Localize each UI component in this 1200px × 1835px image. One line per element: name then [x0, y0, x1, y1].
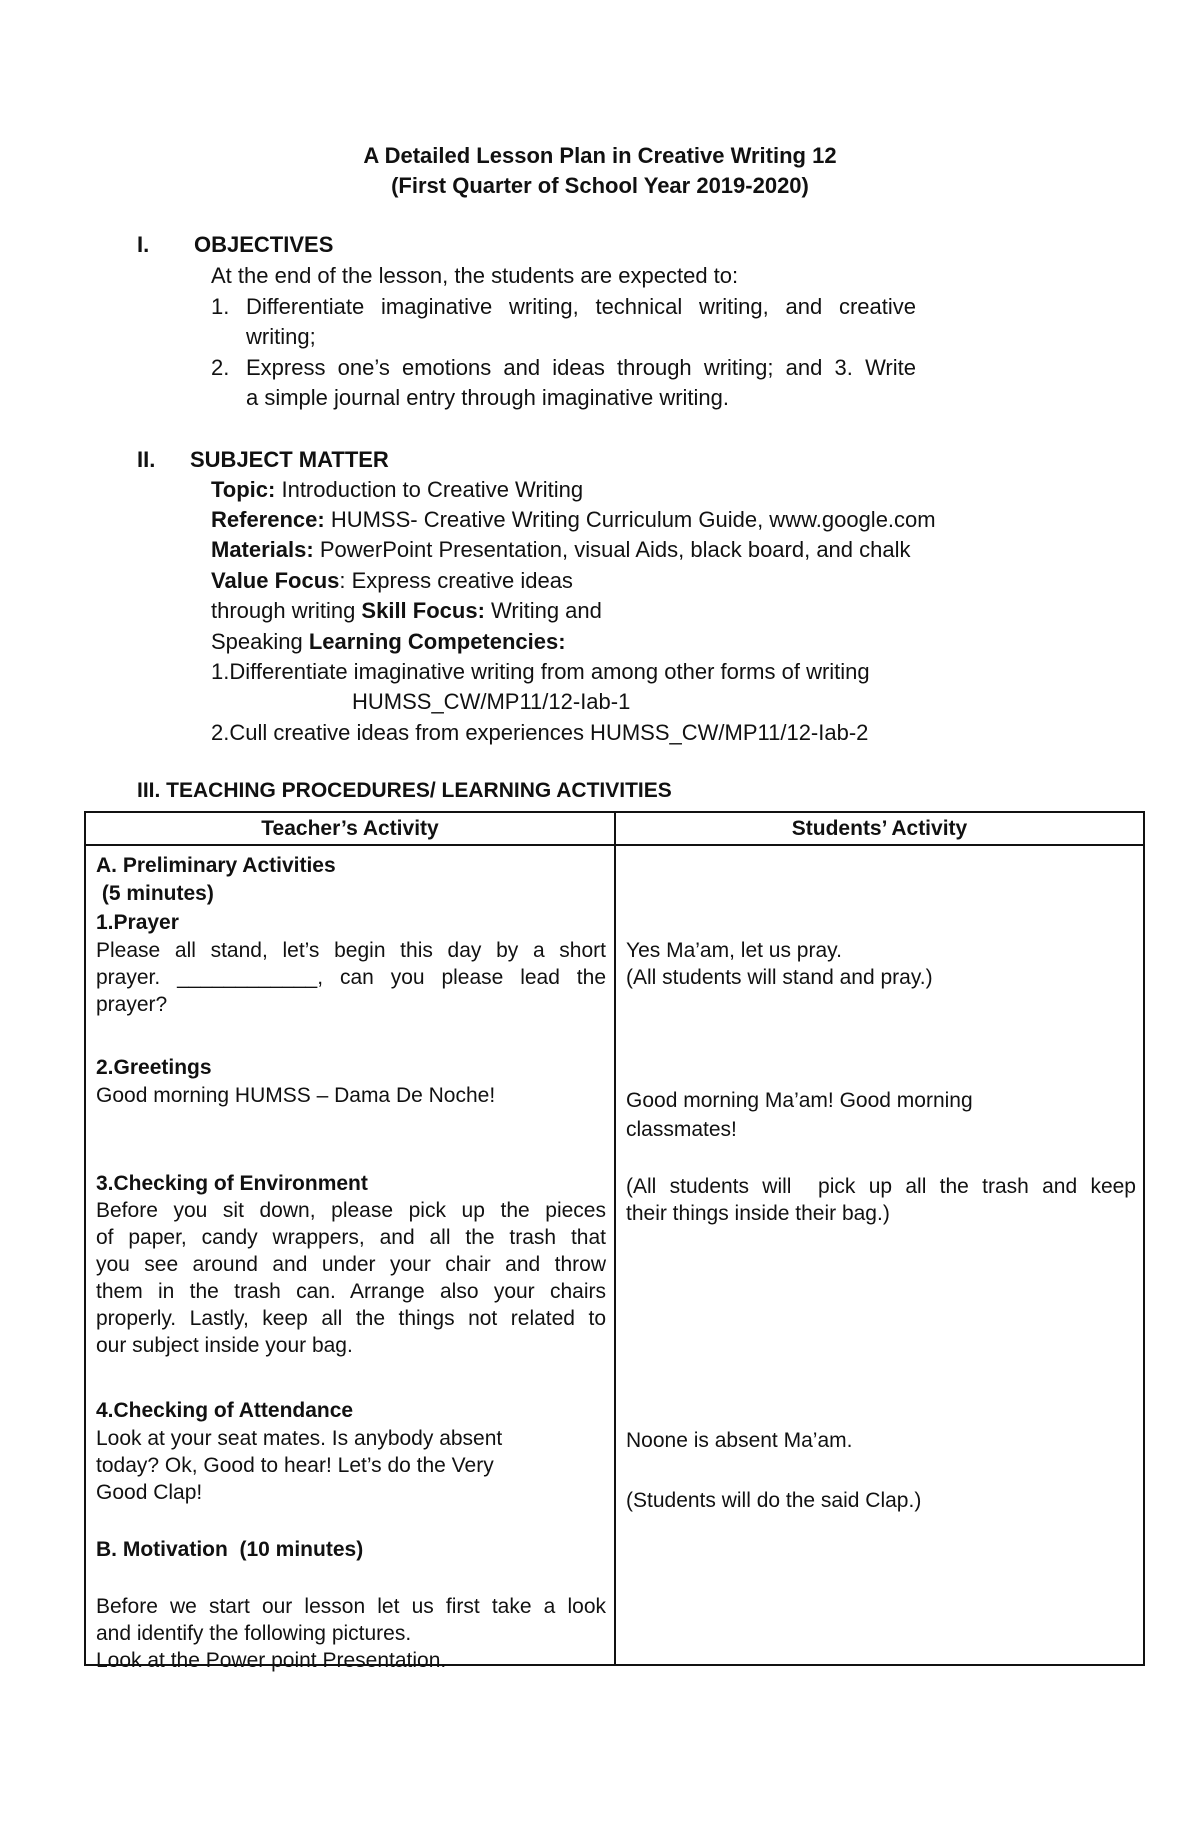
table-body-row — [85, 845, 1144, 1665]
objectives-intro: At the end of the lesson, the students are expected to: — [211, 263, 739, 288]
competency-2: 2.Cull creative ideas from experiences HUMSS_CW/MP11/12-Iab-2 — [211, 720, 869, 745]
students-greetings-2: classmates! — [626, 1118, 737, 1141]
students-prayer-2: (All students will stand and pray.) — [626, 966, 933, 989]
students-environment-1: (All students will pick up all the trash and keep — [626, 1175, 1136, 1198]
students-activity-header: Students’ Activity — [615, 812, 1144, 845]
prayer-text-3: prayer? — [96, 993, 168, 1016]
prayer-text-1: Please all stand, let’s begin this day by a short — [96, 939, 606, 962]
document-subtitle: (First Quarter of School Year 2019-2020) — [391, 173, 809, 198]
value-focus-label: Value Focus — [211, 568, 340, 593]
skill-focus-continued: Speaking — [211, 629, 309, 654]
competency-1-code: HUMSS_CW/MP11/12-Iab-1 — [352, 689, 631, 714]
students-attendance-2: (Students will do the said Clap.) — [626, 1489, 922, 1512]
document-title: A Detailed Lesson Plan in Creative Writing 12 — [363, 143, 837, 168]
greetings-text: Good morning HUMSS – Dama De Noche! — [96, 1084, 496, 1107]
reference-value: HUMSS- Creative Writing Curriculum Guide, www.google.com — [324, 507, 936, 532]
prayer-heading: 1.Prayer — [96, 911, 179, 934]
motivation-text-3: Look at the Power point Presentation. — [96, 1649, 447, 1672]
objectives-number: I. — [137, 232, 150, 257]
topic-value: Introduction to Creative Writing — [275, 477, 584, 502]
environment-text-1: Before you sit down, please pick up the pieces — [96, 1199, 606, 1222]
competencies-label: Learning Competencies: — [308, 629, 566, 654]
objective-2-line-2: a simple journal entry through imaginative writing. — [246, 385, 730, 410]
objectives-heading: OBJECTIVES — [194, 232, 334, 257]
subject-matter-heading: SUBJECT MATTER — [190, 447, 389, 472]
students-attendance-1: Noone is absent Ma’am. — [626, 1429, 853, 1452]
objective-1-number: 1. — [211, 294, 230, 319]
environment-text-3: you see around and under your chair and throw — [96, 1253, 606, 1276]
students-prayer-1: Yes Ma’am, let us pray. — [626, 939, 842, 962]
materials-value: PowerPoint Presentation, visual Aids, black board, and chalk — [313, 537, 911, 562]
attendance-heading: 4.Checking of Attendance — [96, 1399, 354, 1422]
preliminary-time: (5 minutes) — [96, 882, 214, 905]
competency-1: 1.Differentiate imaginative writing from among other forms of writing — [211, 659, 870, 684]
skill-focus-value: Writing and — [484, 598, 602, 623]
motivation-heading: B. Motivation (10 minutes) — [96, 1538, 364, 1561]
environment-text-4: them in the trash can. Arrange also your chairs — [96, 1280, 606, 1303]
materials-label: Materials: — [211, 537, 314, 562]
objective-2-line-1: Express one’s emotions and ideas through writing; and 3. Write — [246, 355, 916, 380]
students-greetings-1: Good morning Ma’am! Good morning — [626, 1089, 973, 1112]
environment-text-6: our subject inside your bag. — [96, 1334, 353, 1357]
topic-label: Topic: — [211, 477, 276, 502]
value-focus-continued: through writing — [211, 598, 362, 623]
subject-matter-number: II. — [137, 447, 156, 472]
prayer-text-2: prayer. ____________, can you please lead the — [96, 966, 606, 989]
procedures-heading: III. TEACHING PROCEDURES/ LEARNING ACTIVITIES — [137, 779, 672, 802]
students-environment-2: their things inside their bag.) — [626, 1202, 890, 1225]
environment-heading: 3.Checking of Environment — [96, 1172, 368, 1195]
objective-2-number: 2. — [211, 355, 230, 380]
reference-label: Reference: — [211, 507, 325, 532]
topic-line — [211, 477, 583, 503]
value-focus-value: : Express creative ideas — [339, 568, 573, 593]
environment-text-2: of paper, candy wrappers, and all the trash that — [96, 1226, 606, 1249]
attendance-text-3: Good Clap! — [96, 1481, 203, 1504]
reference-line — [211, 507, 936, 533]
attendance-text-1: Look at your seat mates. Is anybody absent — [96, 1427, 503, 1450]
materials-line — [211, 537, 911, 563]
preliminary-heading: A. Preliminary Activities — [96, 854, 336, 877]
skill-focus-line — [211, 598, 602, 624]
teacher-activity-cell — [85, 845, 615, 1672]
attendance-text-2: today? Ok, Good to hear! Let’s do the Very — [96, 1454, 494, 1477]
environment-text-5: properly. Lastly, keep all the things not related to — [96, 1307, 606, 1330]
table-header-row — [85, 812, 1144, 845]
motivation-text-2: and identify the following pictures. — [96, 1622, 412, 1645]
skill-focus-label: Skill Focus: — [361, 598, 485, 623]
teacher-activity-header: Teacher’s Activity — [85, 812, 615, 845]
objective-1-line-2: writing; — [246, 324, 316, 349]
greetings-heading: 2.Greetings — [96, 1056, 212, 1079]
value-focus-line — [211, 568, 573, 594]
objective-1-line-1: Differentiate imaginative writing, technical writing, and creative — [246, 294, 916, 319]
students-activity-cell — [615, 845, 1144, 1665]
activities-table — [84, 811, 1145, 1672]
motivation-text-1: Before we start our lesson let us first take a look — [96, 1595, 606, 1618]
competencies-line — [211, 629, 566, 655]
